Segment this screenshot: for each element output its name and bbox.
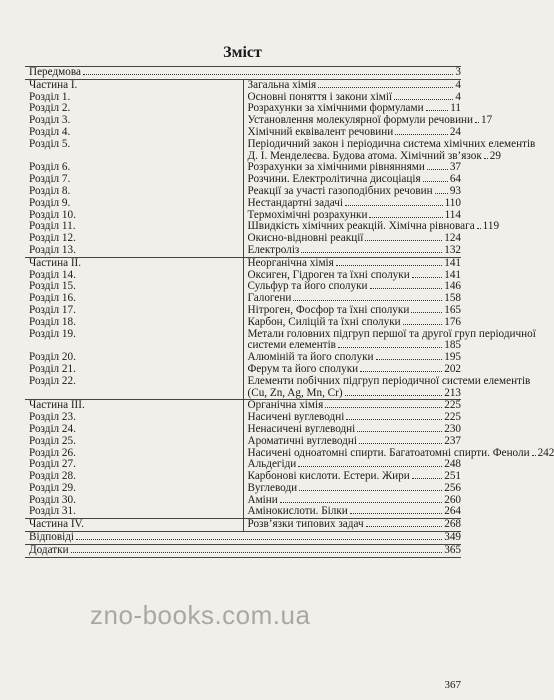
toc-entry-text: Амінокислоти. Білки	[247, 505, 348, 518]
dot-leader	[394, 99, 453, 100]
toc-page-number: 256	[444, 481, 461, 494]
toc-page-number: 17	[481, 114, 493, 127]
dot-leader	[301, 252, 442, 253]
toc-page-number: 268	[444, 518, 461, 531]
dot-leader	[427, 169, 448, 170]
toc-entry-label: Розділ 24.	[29, 422, 76, 435]
dot-leader	[423, 181, 448, 182]
toc-row-label-cell	[25, 506, 243, 518]
toc-entry-text: Загальна хімія	[247, 78, 317, 91]
toc-row	[25, 400, 461, 412]
toc-entry-label: Частина II.	[29, 256, 82, 269]
toc-page-number: 251	[444, 470, 461, 483]
toc-entry-label: Розділ 2.	[29, 102, 71, 115]
toc-entry-label: Частина I.	[29, 78, 78, 91]
toc-entry-label: Розділ 14.	[29, 268, 76, 281]
toc-row-title-cell	[243, 483, 461, 495]
toc-entry-text: Ненасичені вуглеводні	[247, 422, 356, 435]
toc-entry-text: Розрахунки за хімічними формулами	[247, 102, 424, 115]
toc-entry-text: Неорганічна хімія	[247, 256, 334, 269]
toc-row-title-cell	[243, 198, 461, 210]
toc-entry-label: Розділ 1.	[29, 90, 71, 103]
toc-row-label-cell	[25, 139, 243, 163]
dot-leader	[395, 134, 448, 135]
dot-leader	[298, 466, 442, 467]
toc-entry-text: Д. І. Менделеєва. Будова атома. Хімічний зв’язок	[247, 149, 482, 162]
toc-row	[25, 544, 461, 557]
toc-entry-text: Розчини. Електролітична дисоціація	[247, 173, 421, 186]
toc-row	[25, 317, 461, 329]
toc-entry-text: Алюміній та його сполуки	[247, 351, 374, 364]
toc-entry-line	[248, 424, 462, 436]
toc-row-title-cell	[243, 137, 536, 163]
toc-entry-label: Розділ 10.	[29, 208, 76, 221]
toc-row-title-cell	[243, 127, 461, 139]
toc-entry-label: Частина IV.	[29, 518, 84, 531]
toc-entry-text: Аміни	[247, 493, 278, 506]
toc-entry-label: Розділ 5.	[29, 137, 71, 150]
toc-entry-label: Розділ 11.	[29, 220, 76, 233]
toc-entry-label: Розділ 12.	[29, 232, 76, 245]
toc-entry-label: Розділ 15.	[29, 280, 76, 293]
toc-entry-text: Органічна хімія	[247, 399, 324, 412]
toc-row-label-cell	[25, 544, 461, 557]
toc-page-number: 110	[444, 196, 461, 209]
toc-entry-text: Насичені одноатомні спирти. Багатоатомні спирти. Феноли	[247, 446, 530, 459]
toc-page-number: 146	[444, 280, 461, 293]
toc-row	[25, 483, 461, 495]
toc-page-number: 4	[455, 78, 461, 91]
toc-entry-text: Установлення молекулярної формули речовини	[247, 114, 474, 127]
toc-page-number: 264	[444, 505, 461, 518]
toc-entry-line	[248, 186, 462, 198]
toc-row-label-cell	[25, 245, 243, 257]
toc-entry-text: Карбонові кислоти. Естери. Жири	[247, 470, 410, 483]
toc-entry-label: Розділ 6.	[29, 161, 71, 174]
dot-leader	[357, 431, 442, 432]
toc-page-number: 158	[444, 292, 461, 305]
toc-row	[25, 139, 461, 163]
toc-entry-line	[248, 80, 462, 92]
toc-page-number: 237	[444, 434, 461, 447]
dot-leader	[370, 288, 443, 289]
toc-row	[25, 198, 461, 210]
toc-row-label-cell	[25, 329, 243, 353]
toc-page-number: 242	[537, 446, 554, 459]
dot-leader	[360, 371, 442, 372]
dot-leader	[412, 478, 442, 479]
toc-entry-line	[29, 545, 461, 557]
toc-entry-label: Розділ 29.	[29, 481, 76, 494]
toc-entry-label: Розділ 17.	[29, 303, 76, 316]
toc-entry-line	[248, 364, 462, 376]
toc-entry-label: Розділ 19.	[29, 327, 76, 340]
toc-entry-label: Розділ 23.	[29, 411, 76, 424]
toc-entry-line	[248, 519, 462, 531]
toc-entry-text: Галогени	[247, 292, 292, 305]
toc-entry-label: Розділ 21.	[29, 362, 76, 375]
toc-entry-text-line1: Елементи побічних підгруп періодичної системи елементів	[247, 374, 531, 387]
toc-entry-line	[248, 317, 462, 329]
toc-entry-line	[29, 532, 461, 544]
dot-leader	[475, 122, 479, 123]
toc-entry-text: Ферум та його сполуки	[247, 362, 359, 375]
dot-leader	[435, 193, 448, 194]
toc-row	[25, 412, 461, 424]
toc-page-number: 114	[444, 208, 461, 221]
dot-leader	[411, 312, 442, 313]
toc-entry-text: Карбон, Силіцій та їхні сполуки	[247, 315, 401, 328]
toc-row-label-cell	[25, 67, 461, 80]
toc-entry-text: Окисно-відновні реакції	[247, 232, 364, 245]
toc-entry-line	[248, 258, 462, 270]
dot-leader	[293, 300, 442, 301]
toc-page-number: 185	[444, 339, 461, 352]
toc-entry-text: Реакції за участі газоподібних речовин	[247, 184, 433, 197]
dot-leader	[365, 240, 442, 241]
toc-row	[25, 221, 461, 233]
toc-row	[25, 376, 461, 400]
toc-row	[25, 519, 461, 532]
toc-row	[25, 495, 461, 507]
toc-entry-label: Розділ 13.	[29, 243, 76, 256]
toc-entry-label: Розділ 30.	[29, 493, 76, 506]
toc-page-number: 64	[449, 173, 461, 186]
dot-leader	[345, 205, 443, 206]
toc-row-title-cell	[243, 317, 461, 329]
dot-leader	[366, 526, 443, 527]
toc-entry-label: Розділ 22.	[29, 374, 76, 387]
toc-entry-label: Розділ 4.	[29, 125, 71, 138]
toc-entry-label: Розділ 8.	[29, 184, 71, 197]
toc-page-number: 248	[444, 458, 461, 471]
dot-leader	[299, 490, 442, 491]
toc-entry-label: Розділ 7.	[29, 173, 71, 186]
toc-entry-line	[248, 198, 462, 210]
toc-entry-label: Розділ 3.	[29, 114, 71, 127]
dot-leader	[71, 552, 443, 553]
toc-row	[25, 352, 461, 364]
toc-entry-line	[248, 388, 462, 400]
toc-page-number: 365	[444, 543, 461, 556]
toc-row	[25, 364, 461, 376]
toc-page-number: 3	[455, 66, 461, 78]
toc-row-title-cell	[243, 436, 461, 448]
toc-row-title-cell	[243, 327, 536, 353]
toc-row-title-cell	[243, 245, 461, 257]
toc-page-number: 29	[489, 149, 501, 162]
toc-page-number: 213	[444, 386, 461, 399]
toc-row	[25, 471, 461, 483]
toc-page-number: 4	[455, 90, 461, 103]
toc-entry-label: Розділ 28.	[29, 470, 76, 483]
table-of-contents	[25, 66, 554, 558]
toc-entry-text: Нестандартні задачі	[247, 196, 343, 209]
toc-entry-line	[248, 245, 462, 257]
toc-row-title-cell	[243, 305, 461, 317]
toc-page-number: 195	[444, 351, 461, 364]
toc-row	[25, 257, 461, 269]
toc-page-number: 141	[444, 268, 461, 281]
toc-entry-text: Ароматичні вуглеводні	[247, 434, 357, 447]
toc-entry-text: системи елементів	[247, 339, 336, 352]
toc-row-title-cell	[243, 79, 461, 91]
toc-row	[25, 245, 461, 257]
dot-leader	[532, 455, 536, 456]
dot-leader	[426, 110, 449, 111]
dot-leader	[369, 217, 442, 218]
toc-entry-text: Відповіді	[29, 531, 75, 544]
dot-leader	[325, 407, 442, 408]
toc-row	[25, 67, 461, 80]
toc-row-title-cell	[243, 374, 531, 400]
toc-entry-text: Розрахунки за хімічними рівняннями	[247, 161, 425, 174]
toc-entry-text: Альдегіди	[247, 458, 297, 471]
toc-entry-text: Вуглеводи	[247, 481, 298, 494]
toc-page-number: 349	[444, 531, 461, 544]
dot-leader	[345, 395, 443, 396]
toc-entry-text: Електроліз	[247, 243, 300, 256]
toc-entry-label: Розділ 16.	[29, 292, 76, 305]
toc-entry-label: Розділ 9.	[29, 196, 71, 209]
toc-page-number: 124	[444, 232, 461, 245]
toc-entry-text: Оксиген, Гідроген та їхні сполуки	[247, 268, 410, 281]
dot-leader	[350, 513, 442, 514]
toc-page-number: 141	[444, 256, 461, 269]
toc-entry-line	[248, 506, 462, 518]
toc-entry-text: Насичені вуглеводні	[247, 411, 345, 424]
watermark: zno-books.com.ua	[90, 600, 311, 630]
toc-page-number: 202	[444, 362, 461, 375]
toc-row-label-cell	[25, 519, 243, 532]
dot-leader	[76, 539, 442, 540]
toc-page-number: 132	[444, 243, 461, 256]
toc-entry-label: Розділ 26.	[29, 446, 76, 459]
toc-row-label-cell	[25, 376, 243, 400]
toc-entry-line	[248, 305, 462, 317]
page-title: Зміст	[223, 44, 262, 61]
dot-leader	[359, 443, 442, 444]
toc-row	[25, 281, 461, 293]
toc-page-number: 11	[450, 102, 461, 115]
toc-page-number: 93	[449, 184, 461, 197]
toc-row	[25, 79, 461, 91]
toc-row	[25, 532, 461, 545]
toc-entry-label: Розділ 27.	[29, 458, 76, 471]
toc-row	[25, 127, 461, 139]
dot-leader	[338, 347, 442, 348]
dot-leader	[336, 265, 442, 266]
toc-page-number: 225	[444, 411, 461, 424]
dot-leader	[318, 87, 453, 88]
toc-row-title-cell	[243, 519, 461, 532]
toc-row	[25, 448, 461, 460]
toc-entry-line	[248, 127, 462, 139]
dot-leader	[484, 158, 488, 159]
toc-row	[25, 186, 461, 198]
toc-page-number: 24	[449, 125, 461, 138]
dot-leader	[477, 228, 481, 229]
toc-page-number: 225	[444, 399, 461, 412]
toc-entry-label: Розділ 31.	[29, 505, 76, 518]
toc-row	[25, 115, 461, 127]
toc-row	[25, 329, 461, 353]
toc-entry-text-line1: Періодичний закон і періодична система хімічних елементів	[247, 137, 536, 150]
toc-row-title-cell	[243, 424, 461, 436]
toc-entry-label: Розділ 18.	[29, 315, 76, 328]
toc-entry-text: (Cu, Zn, Ag, Mn, Cr)	[247, 386, 343, 399]
toc-entry-line	[248, 483, 462, 495]
dot-leader	[376, 359, 443, 360]
toc-entry-text: Основні поняття і закони хімії	[247, 90, 393, 103]
toc-page-number: 230	[444, 422, 461, 435]
toc-entry-label: Розділ 20.	[29, 351, 76, 364]
toc-row	[25, 233, 461, 245]
toc-row-title-cell	[243, 364, 461, 376]
toc-entry-label: Розділ 25.	[29, 434, 76, 447]
toc-row-title-cell	[243, 506, 461, 518]
toc-page-number: 165	[444, 303, 461, 316]
toc-entry-text-line1: Метали головних підгруп першої та другої груп періодичної	[247, 327, 536, 340]
toc-entry-text: Передмова	[29, 66, 81, 78]
toc-row	[25, 436, 461, 448]
toc-row-label-cell	[25, 532, 461, 545]
dot-leader	[403, 324, 443, 325]
toc-page-number: 119	[482, 220, 500, 233]
dot-leader	[280, 502, 442, 503]
dot-leader	[83, 74, 453, 75]
toc-entry-label: Частина III.	[29, 399, 85, 412]
dot-leader	[346, 419, 442, 420]
toc-entry-line	[29, 67, 461, 79]
toc-row	[25, 424, 461, 436]
toc-entry-text: Розв’язки типових задач	[247, 518, 364, 531]
toc-entry-text: Сульфур та його сполуки	[247, 280, 368, 293]
dot-leader	[412, 277, 443, 278]
toc-page-number: 260	[444, 493, 461, 506]
toc-row-title-cell	[243, 257, 461, 269]
toc-row	[25, 305, 461, 317]
page-number: 367	[444, 679, 461, 691]
toc-row	[25, 270, 461, 282]
toc-entry-text: Хімічний еквівалент речовини	[247, 125, 394, 138]
toc-page-number: 176	[444, 315, 461, 328]
toc-entry-text: Додатки	[29, 543, 69, 556]
toc-entry-line	[248, 436, 462, 448]
toc-page-number: 37	[449, 161, 461, 174]
toc-entry-text: Нітроген, Фосфор та їхні сполуки	[247, 303, 410, 316]
toc-row	[25, 506, 461, 518]
toc-entry-text: Термохімічні розрахунки	[247, 208, 368, 221]
toc-entry-text: Швидкість хімічних реакцій. Хімічна рівновага	[247, 220, 475, 233]
toc-body	[25, 66, 554, 558]
toc-row-title-cell	[243, 186, 461, 198]
